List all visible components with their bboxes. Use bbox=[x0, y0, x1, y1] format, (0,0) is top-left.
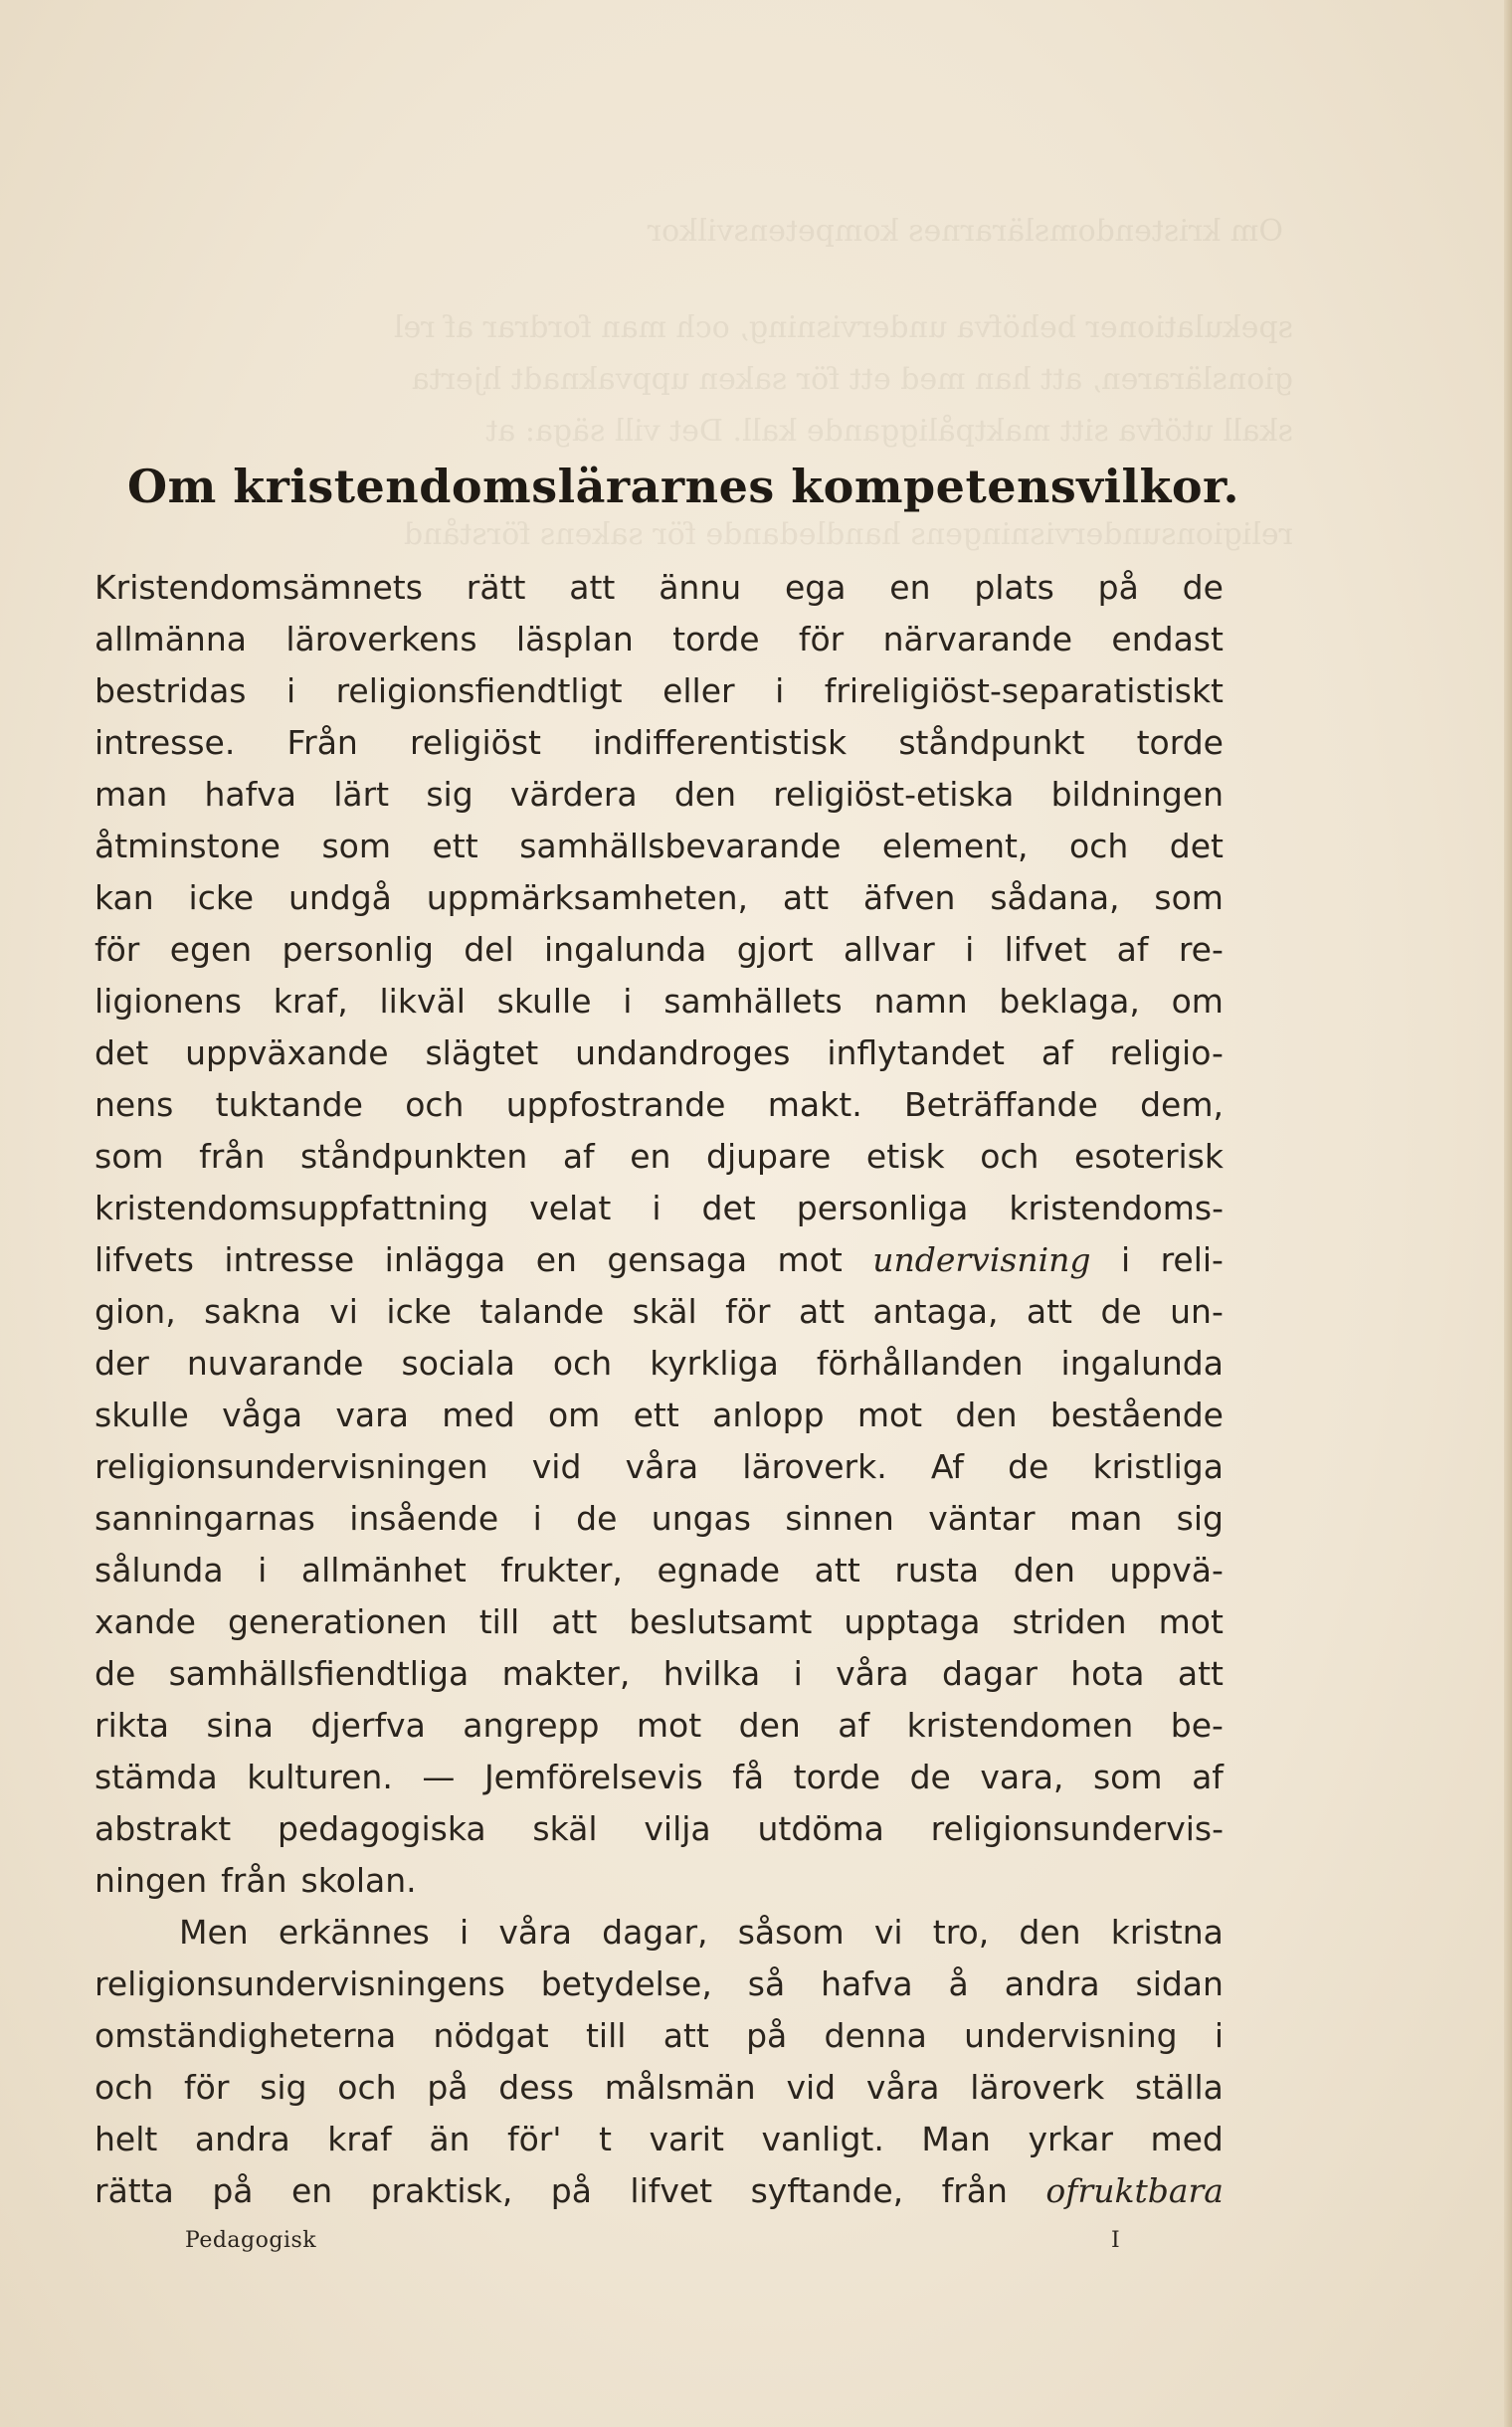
text-line: intresse. Från religiöst indifferentistisk ståndpunkt torde bbox=[94, 723, 1224, 762]
bleed-through-text: spekulationer behöfva undervisning, och man fordrar af rel bbox=[393, 310, 1293, 345]
text-line: ligionens kraf, likväl skulle i samhällets namn beklaga, om bbox=[94, 982, 1224, 1021]
text-line: ningen från skolan. bbox=[94, 1861, 417, 1900]
bleed-through-text: skall utöfva sitt maktpåliggande kall. Det vill säga: at bbox=[485, 414, 1293, 449]
text-line: stämda kulturen. — Jemförelsevis få torde de vara, som af bbox=[94, 1758, 1224, 1796]
text-line: religionsundervisningens betydelse, så hafva å andra sidan bbox=[94, 1964, 1224, 2003]
bleed-through-text: Om kristendomslärarnes kompetensvilkor bbox=[647, 214, 1283, 249]
text-line: allmänna läroverkens läsplan torde för närvarande endast bbox=[94, 620, 1224, 658]
text-line: kan icke undgå uppmärksamheten, att äfven sådana, som bbox=[94, 878, 1224, 917]
printer-signature: Pedagogisk bbox=[185, 2228, 317, 2253]
text-line: skulle våga vara med om ett anlopp mot den bestående bbox=[94, 1396, 1224, 1434]
text-line: som från ståndpunkten af en djupare etisk och esoterisk bbox=[94, 1137, 1224, 1176]
text-line: rikta sina djerfva angrepp mot den af kristendomen be- bbox=[94, 1706, 1224, 1745]
text-line: åtminstone som ett samhällsbevarande element, och det bbox=[94, 827, 1224, 865]
sheet-mark: I bbox=[1111, 2228, 1120, 2253]
bleed-through-text: religionsundervisningens handledande för sakens förstånd bbox=[403, 517, 1293, 552]
text-line: nens tuktande och uppfostrande makt. Beträffande dem, bbox=[94, 1085, 1224, 1124]
text-line: helt andra kraf än för' t varit vanligt. Man yrkar med bbox=[94, 2120, 1224, 2158]
text-line: religionsundervisningen vid våra läroverk. Af de kristliga bbox=[94, 1447, 1224, 1486]
bleed-through-text: gionsläraren, att han med ett för saken uppvaknadt hjerta bbox=[411, 362, 1293, 397]
text-line: sanningarnas insående i de ungas sinnen väntar man sig bbox=[94, 1499, 1224, 1538]
text-line: sålunda i allmänhet frukter, egnade att rusta den uppvä- bbox=[94, 1551, 1224, 1589]
text-line: och för sig och på dess målsmän vid våra läroverk ställa bbox=[94, 2068, 1224, 2107]
text-line: bestridas i religionsfiendtligt eller i frireligiöst-separatistiskt bbox=[94, 671, 1224, 710]
text-line: Kristendomsämnets rätt att ännu ega en plats på de bbox=[94, 568, 1224, 607]
text-line: omständigheterna nödgat till att på denna undervisning i bbox=[94, 2016, 1224, 2055]
text-line: der nuvarande sociala och kyrkliga förhållanden ingalunda bbox=[94, 1344, 1224, 1383]
text-line: för egen personlig del ingalunda gjort allvar i lifvet af re- bbox=[94, 930, 1224, 969]
article-body bbox=[94, 562, 1224, 2217]
page-edge bbox=[1504, 0, 1512, 2427]
article-title: Om kristendomslärarnes kompetensvilkor. bbox=[127, 460, 1240, 513]
text-line: man hafva lärt sig värdera den religiöst-etiska bildningen bbox=[94, 775, 1224, 814]
text-line: det uppväxande slägtet undandroges inflytandet af religio- bbox=[94, 1033, 1224, 1072]
text-line: xande generationen till att beslutsamt upptaga striden mot bbox=[94, 1602, 1224, 1641]
text-line: rätta på en praktisk, på lifvet syftande, från ofruktbara bbox=[94, 2171, 1224, 2210]
text-line: Men erkännes i våra dagar, såsom vi tro, den kristna bbox=[179, 1913, 1224, 1952]
text-line: kristendomsuppfattning velat i det personliga kristendoms- bbox=[94, 1189, 1224, 1227]
text-line: gion, sakna vi icke talande skäl för att antaga, att de un- bbox=[94, 1292, 1224, 1331]
text-line: lifvets intresse inlägga en gensaga mot undervisning i reli- bbox=[94, 1240, 1224, 1279]
text-line: abstrakt pedagogiska skäl vilja utdöma religionsundervis- bbox=[94, 1809, 1224, 1848]
text-line: de samhällsfiendtliga makter, hvilka i våra dagar hota att bbox=[94, 1654, 1224, 1693]
